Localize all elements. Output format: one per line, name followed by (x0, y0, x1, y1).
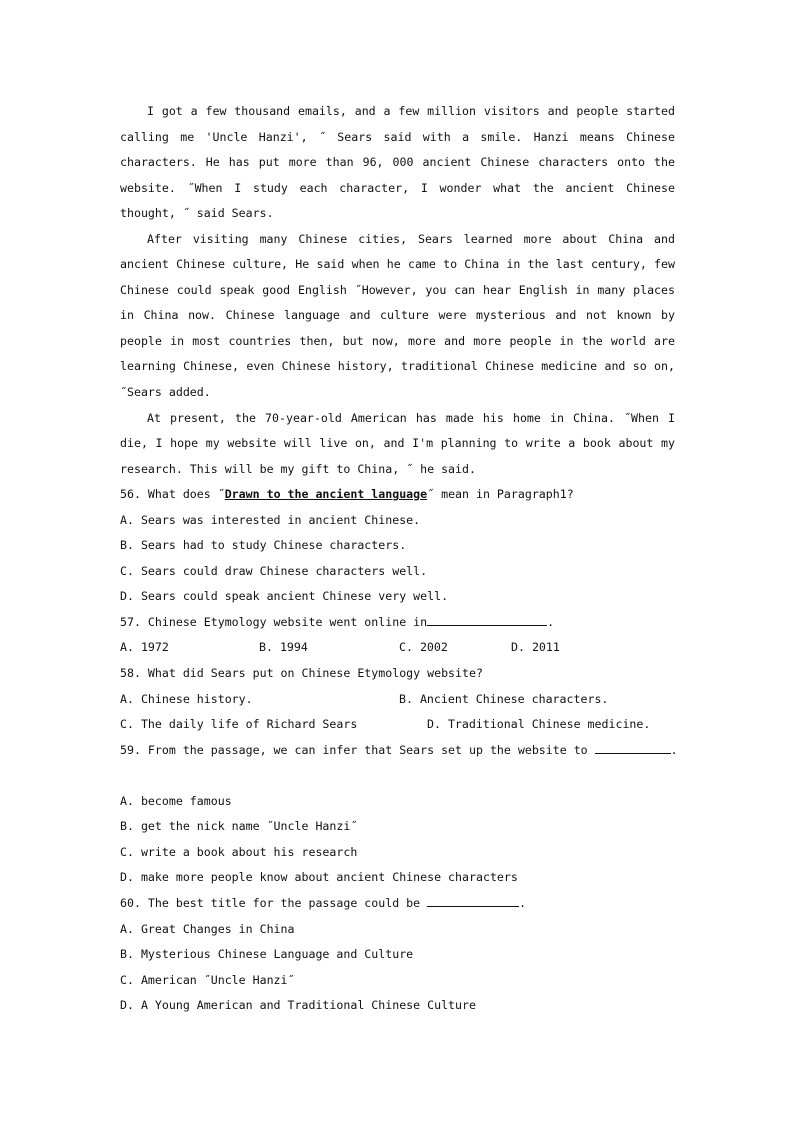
highlighted-phrase: Drawn to the ancient language (224, 487, 428, 502)
text-line: Chinese could speak good English ˝However, you can hear English in many places (120, 282, 675, 297)
text-line: At present, the 70-year-old American has made his home in China. ˝When I (147, 410, 675, 425)
option-d: D. 2011 (511, 640, 560, 655)
answer-blank (427, 893, 519, 907)
text-line: characters. He has put more than 96, 000 ancient Chinese characters onto the (120, 155, 675, 170)
text-line: After visiting many Chinese cities, Sears learned more about China and (147, 231, 675, 246)
option-c: C. 2002 (399, 640, 448, 655)
stem-text: 57. Chinese Etymology website went online in (120, 614, 428, 629)
text-line: calling me 'Uncle Hanzi', ˝ Sears said with a smile. Hanzi means Chinese (120, 129, 675, 144)
document-page (120, 99, 678, 1019)
text-line: ˝Sears added. (120, 385, 211, 400)
option-d: D. A Young American and Traditional Chinese Culture (120, 998, 476, 1013)
stem-text: ˝ mean in Paragraph1? (427, 487, 574, 502)
option-c: C. Sears could draw Chinese characters well. (120, 563, 428, 578)
text-line: in China now. Chinese language and culture were mysterious and not known by (120, 308, 675, 323)
option-a: A. Chinese history. (120, 691, 253, 706)
option-c: C. write a book about his research (120, 844, 358, 859)
option-a: A. Sears was interested in ancient Chinese. (120, 512, 421, 527)
question-stem (120, 738, 678, 764)
question-stem: 58. What did Sears put on Chinese Etymology website? (120, 666, 483, 681)
option-b: B. Ancient Chinese characters. (399, 691, 609, 706)
option-d: D. Sears could speak ancient Chinese very well. (120, 589, 449, 604)
options-row (120, 687, 675, 713)
text-line: learning Chinese, even Chinese history, traditional Chinese medicine and so on, (120, 359, 675, 374)
stem-end: . (519, 895, 527, 910)
question-56 (120, 482, 675, 610)
option-b: B. get the nick name ˝Uncle Hanzi˝ (120, 819, 358, 834)
text-line: I got a few thousand emails, and a few million visitors and people started (147, 104, 675, 118)
paragraph-2 (120, 227, 675, 406)
text-line: die, I hope my website will live on, and I'm planning to write a book about my (120, 436, 675, 451)
option-b: B. Sears had to study Chinese characters. (120, 538, 407, 553)
options-row (120, 712, 675, 738)
option-b: B. 1994 (259, 640, 308, 655)
option-c: C. The daily life of Richard Sears (120, 717, 358, 732)
option-b: B. Mysterious Chinese Language and Culture (120, 947, 414, 962)
answer-blank (427, 612, 547, 626)
stem-text: 59. From the passage, we can infer that Sears set up the website to (120, 742, 588, 757)
question-57 (120, 610, 675, 661)
text-line: ancient Chinese culture, He said when he came to China in the last century, few (120, 257, 675, 272)
stem-text: 56. What does ˝ (120, 487, 225, 502)
text-line: research. This will be my gift to China, ˝ he said. (120, 461, 476, 476)
options-row (120, 635, 675, 661)
text-line: people in most countries then, but now, more and more people in the world are (120, 333, 675, 348)
stem-end: . (547, 614, 555, 629)
question-58 (120, 661, 675, 738)
question-60 (120, 891, 675, 1019)
option-a: A. become famous (120, 793, 232, 808)
option-d: D. make more people know about ancient Chinese characters (120, 870, 518, 885)
blank-line (120, 763, 675, 789)
option-a: A. 1972 (120, 640, 169, 655)
question-59 (120, 738, 678, 891)
answer-blank (595, 740, 671, 754)
option-c: C. American ˝Uncle Hanzi˝ (120, 972, 295, 987)
text-line: thought, ˝ said Sears. (120, 206, 274, 221)
option-d: D. Traditional Chinese medicine. (427, 717, 651, 732)
paragraph-1 (120, 99, 675, 227)
text-line: website. ˝When I study each character, I wonder what the ancient Chinese (120, 180, 675, 195)
paragraph-3 (120, 406, 675, 483)
stem-text: 60. The best title for the passage could be (120, 895, 421, 910)
question-stem (120, 482, 675, 508)
option-a: A. Great Changes in China (120, 921, 295, 936)
stem-end: . (670, 742, 678, 757)
question-stem (120, 891, 675, 917)
question-stem (120, 610, 675, 636)
